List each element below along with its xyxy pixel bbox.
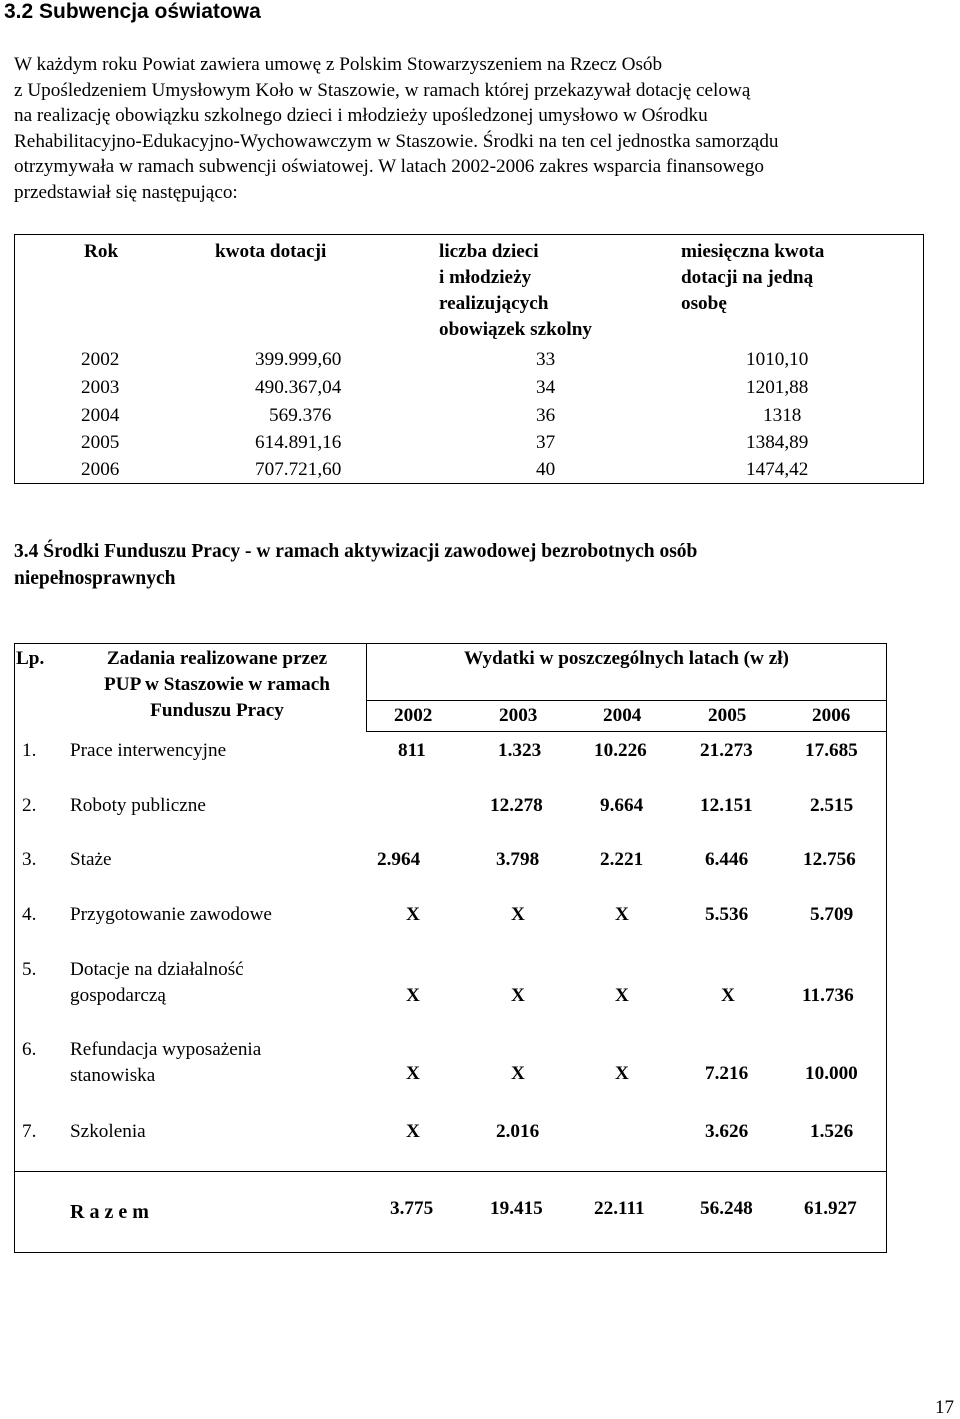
total-value: 22.111 bbox=[594, 1198, 645, 1219]
cell-monthly: 1384,89 bbox=[746, 432, 809, 453]
cell-amount: 569.376 bbox=[269, 405, 332, 426]
total-value: 3.775 bbox=[390, 1198, 434, 1219]
row-value: 7.216 bbox=[705, 1063, 749, 1084]
row-value: 6.446 bbox=[705, 849, 749, 870]
paragraph-line: przedstawiał się następująco: bbox=[14, 181, 238, 203]
header-children-line: realizujących bbox=[439, 293, 549, 314]
row-lp: 2. bbox=[22, 795, 37, 816]
total-label: R a z e m bbox=[70, 1201, 149, 1223]
table-border bbox=[886, 643, 887, 1253]
row-value: 2.016 bbox=[496, 1121, 540, 1142]
row-value: X bbox=[721, 985, 735, 1006]
row-task-line: Refundacja wyposażenia bbox=[70, 1039, 262, 1060]
cell-amount: 490.367,04 bbox=[255, 377, 342, 398]
labor-fund-table bbox=[14, 643, 887, 1253]
subsidy-table bbox=[14, 234, 924, 484]
paragraph-line: otrzymywała w ramach subwencji oświatowej. W latach 2002-2006 zakres wsparcia finansowego bbox=[14, 156, 765, 178]
row-task bbox=[70, 957, 244, 1009]
header-expenses: Wydatki w poszczególnych latach (w zł) bbox=[464, 648, 789, 669]
row-value: 1.526 bbox=[810, 1121, 854, 1142]
cell-amount: 399.999,60 bbox=[255, 349, 342, 370]
row-lp: 3. bbox=[22, 849, 37, 870]
row-lp: 6. bbox=[22, 1039, 37, 1060]
header-year: 2004 bbox=[603, 705, 642, 726]
header-monthly-line: osobę bbox=[681, 293, 727, 314]
row-lp: 4. bbox=[22, 904, 37, 925]
row-value: 9.664 bbox=[600, 795, 644, 816]
row-task-line: Dotacje na działalność bbox=[70, 959, 244, 980]
row-value: X bbox=[406, 985, 420, 1006]
header-task-line: Zadania realizowane przez bbox=[106, 648, 328, 669]
row-value: 11.736 bbox=[802, 985, 854, 1006]
table-divider bbox=[366, 731, 887, 732]
header-monthly-line: dotacji na jedną bbox=[681, 267, 814, 288]
section-heading-3-2: 3.2 Subwencja oświatowa bbox=[4, 0, 261, 23]
row-value: 10.000 bbox=[805, 1063, 858, 1084]
row-value: 2.221 bbox=[600, 849, 644, 870]
row-lp: 1. bbox=[22, 740, 37, 761]
paragraph-line: na realizację obowiązku szkolnego dzieci i młodzieży upośledzonej umysłowo w Ośrodku bbox=[14, 105, 708, 127]
cell-children: 40 bbox=[536, 459, 556, 480]
page-number: 17 bbox=[935, 1397, 954, 1418]
row-value: X bbox=[406, 1063, 420, 1084]
header-children-line: liczba dzieci bbox=[439, 241, 539, 262]
cell-amount: 707.721,60 bbox=[255, 459, 342, 480]
total-value: 19.415 bbox=[490, 1198, 543, 1219]
cell-amount: 614.891,16 bbox=[255, 432, 342, 453]
header-lp: Lp. bbox=[16, 648, 45, 669]
intro-paragraph bbox=[14, 52, 954, 206]
header-task bbox=[72, 646, 362, 724]
cell-children: 37 bbox=[536, 432, 556, 453]
row-value: 12.278 bbox=[490, 795, 543, 816]
row-task: Roboty publiczne bbox=[70, 795, 206, 816]
table-divider bbox=[366, 700, 887, 701]
row-value: 3.626 bbox=[705, 1121, 749, 1142]
cell-year: 2003 bbox=[81, 377, 120, 398]
cell-monthly: 1201,88 bbox=[746, 377, 809, 398]
row-value: X bbox=[511, 904, 525, 925]
cell-children: 33 bbox=[536, 349, 556, 370]
row-value: 10.226 bbox=[594, 740, 647, 761]
row-value: X bbox=[511, 985, 525, 1006]
row-task bbox=[70, 1037, 261, 1089]
paragraph-line: W każdym roku Powiat zawiera umowę z Polskim Stowarzyszeniem na Rzecz Osób bbox=[14, 54, 663, 75]
row-value: 17.685 bbox=[805, 740, 858, 761]
cell-monthly: 1474,42 bbox=[746, 459, 809, 480]
header-children bbox=[439, 239, 592, 343]
row-task: Przygotowanie zawodowe bbox=[70, 904, 272, 925]
header-task-line: Funduszu Pracy bbox=[150, 700, 284, 721]
table-border bbox=[14, 643, 887, 644]
header-children-line: obowiązek szkolny bbox=[439, 319, 592, 340]
header-monthly bbox=[681, 239, 824, 317]
row-value: X bbox=[511, 1063, 525, 1084]
row-value: X bbox=[615, 985, 629, 1006]
row-value: 12.151 bbox=[700, 795, 753, 816]
cell-monthly: 1010,10 bbox=[746, 349, 809, 370]
header-monthly-line: miesięczna kwota bbox=[681, 241, 825, 262]
header-year: 2003 bbox=[499, 705, 538, 726]
row-value: 811 bbox=[398, 740, 426, 761]
cell-year: 2005 bbox=[81, 432, 120, 453]
paragraph-line: Rehabilitacyjno-Edukacyjno-Wychowawczym w Staszowie. Środki na ten cel jednostka samorządu bbox=[14, 130, 779, 152]
header-year: 2006 bbox=[812, 705, 851, 726]
row-value: 2.964 bbox=[377, 849, 421, 870]
total-value: 56.248 bbox=[700, 1198, 753, 1219]
cell-monthly: 1318 bbox=[763, 405, 802, 426]
heading-line: niepełnosprawnych bbox=[14, 568, 176, 589]
row-lp: 7. bbox=[22, 1121, 37, 1142]
row-value: X bbox=[406, 1121, 420, 1142]
row-value: 5.709 bbox=[810, 904, 854, 925]
cell-year: 2006 bbox=[81, 459, 120, 480]
cell-children: 34 bbox=[536, 377, 556, 398]
row-value: X bbox=[615, 904, 629, 925]
cell-children: 36 bbox=[536, 405, 556, 426]
heading-line: 3.4 Środki Funduszu Pracy - w ramach aktywizacji zawodowej bezrobotnych osób bbox=[14, 541, 698, 562]
row-task-line: stanowiska bbox=[70, 1065, 156, 1086]
header-year: 2002 bbox=[394, 705, 433, 726]
cell-year: 2002 bbox=[81, 349, 120, 370]
row-task: Prace interwencyjne bbox=[70, 740, 227, 761]
row-value: 1.323 bbox=[498, 740, 542, 761]
table-border bbox=[14, 643, 15, 1253]
row-value: 2.515 bbox=[810, 795, 854, 816]
paragraph-line: z Upośledzeniem Umysłowym Koło w Staszowie, w ramach której przekazywał dotację celową bbox=[14, 79, 751, 101]
header-amount: kwota dotacji bbox=[215, 241, 327, 262]
total-value: 61.927 bbox=[804, 1198, 857, 1219]
row-value: 21.273 bbox=[700, 740, 753, 761]
header-children-line: i młodzieży bbox=[439, 267, 532, 288]
header-task-line: PUP w Staszowie w ramach bbox=[104, 674, 330, 695]
table-divider bbox=[14, 1171, 887, 1172]
row-value: 3.798 bbox=[496, 849, 540, 870]
row-task-line: gospodarczą bbox=[70, 985, 166, 1006]
row-task: Staże bbox=[70, 849, 112, 870]
section-heading-3-4 bbox=[14, 538, 944, 592]
row-value: X bbox=[615, 1063, 629, 1084]
row-value: X bbox=[406, 904, 420, 925]
cell-year: 2004 bbox=[81, 405, 120, 426]
table-border bbox=[14, 1252, 887, 1253]
header-year: 2005 bbox=[708, 705, 747, 726]
header-year: Rok bbox=[84, 241, 119, 262]
row-value: 5.536 bbox=[705, 904, 749, 925]
row-value: 12.756 bbox=[803, 849, 856, 870]
row-task: Szkolenia bbox=[70, 1121, 146, 1142]
row-lp: 5. bbox=[22, 959, 37, 980]
